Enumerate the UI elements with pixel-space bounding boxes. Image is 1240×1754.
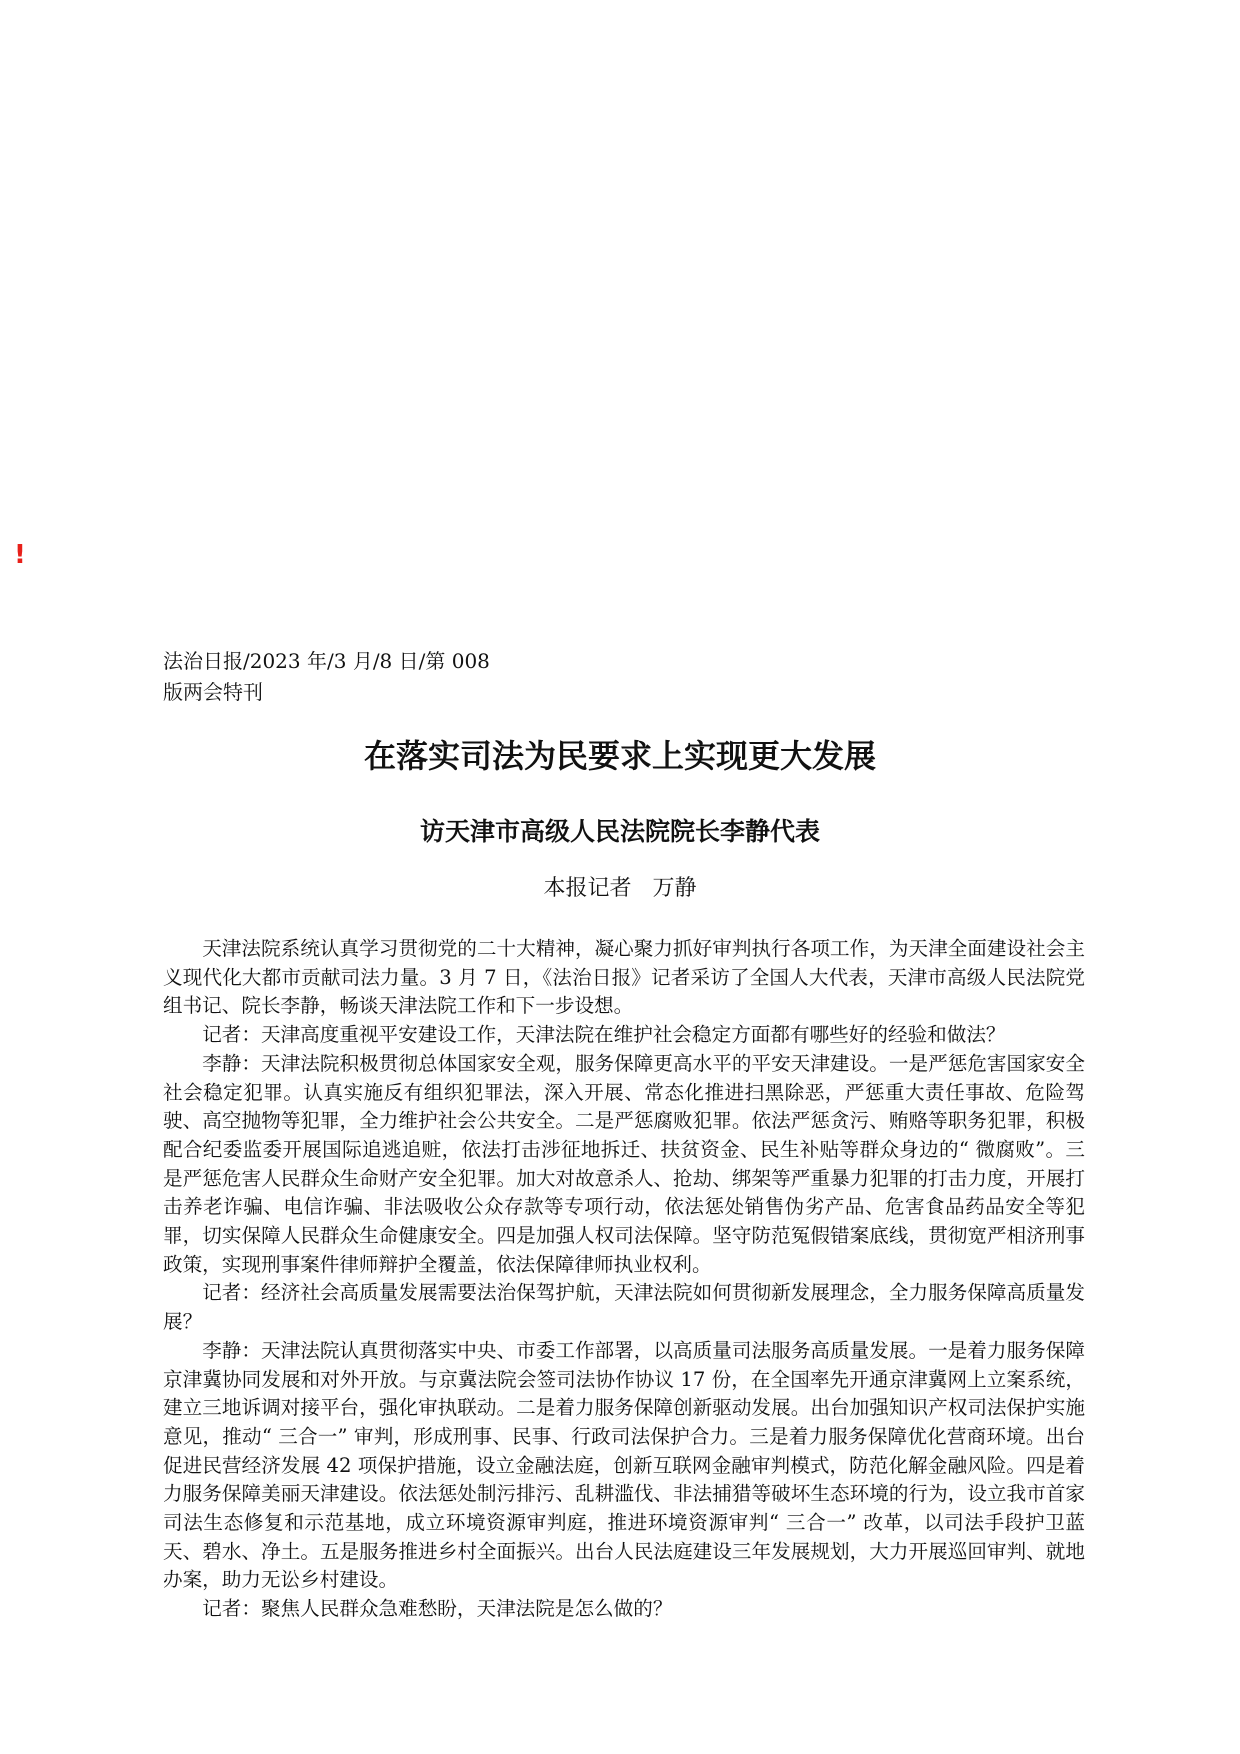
- paragraph: 天津法院系统认真学习贯彻党的二十大精神，凝心聚力抓好审判执行各项工作，为天津全面建设社会主义现代化大都市贡献司法力量。3 月 7 日，《法治日报》记者采访了全国人大代表，天津市高级人民法院党组书记、院长李静，畅谈天津法院工作和下一步设想。: [163, 937, 1085, 1018]
- source-line: [163, 646, 583, 708]
- paragraph: 记者：聚焦人民群众急难愁盼，天津法院是怎么做的？: [202, 1597, 673, 1621]
- byline: 本报记者 万静: [543, 876, 697, 901]
- paragraph: 李静：天津法院积极贯彻总体国家安全观，服务保障更高水平的平安天津建设。一是严惩危害国家安全社会稳定犯罪。认真实施反有组织犯罪法，深入开展、常态化推进扫黑除恶，严惩重大责任事故、危险驾驶、高空抛物等犯罪，全力维护社会公共安全。二是严惩腐败犯罪。依法严惩贪污、贿赂等职务犯罪，积极配合纪委监委开展国际追逃追赃，依法打击涉征地拆迁、扶贫资金、民生补贴等群众身边的“ 微腐败”。三是严惩危害人民群众生命财产安全犯罪。加大对故意杀人、抢劫、绑架等严重暴力犯罪的打击力度，开展打击养老诈骗、电信诈骗、非法吸收公众存款等专项行动，依法惩处销售伪劣产品、危害食品药品安全等犯罪，切实保障人民群众生命健康安全。四是加强人权司法保障。坚守防范冤假错案底线，贯彻宽严相济刑事政策，实现刑事案件律师辩护全覆盖，依法保障律师执业权利。: [163, 1051, 1085, 1276]
- article-subtitle: 访天津市高级人民法院院长李静代表: [419, 817, 820, 846]
- source-line-2: 版两会特刊: [163, 680, 263, 704]
- paragraph: 李静：天津法院认真贯彻落实中央、市委工作部署，以高质量司法服务高质量发展。一是着力服务保障京津冀协同发展和对外开放。与京冀法院会签司法协作协议 17 份，在全国率先开通京津冀网上立案系统，建立三地诉调对接平台，强化审执联动。二是着力服务保障创新驱动发展。出台加强知识产权司法保护实施意见，推动“ 三合一” 审判，形成刑事、民事、行政司法保护合力。三是着力服务保障优化营商环境。出台促进民营经济发展 42 项保护措施，设立金融法庭，创新互联网金融审判模式，防范化解金融风险。四是着力服务保障美丽天津建设。依法惩处制污排污、乱耕滥伐、非法捕猎等破坏生态环境的行为，设立我市首家司法生态修复和示范基地，成立环境资源审判庭，推进环境资源审判“ 三合一” 改革，以司法手段护卫蓝天、碧水、净土。五是服务推进乡村全面振兴。出台人民法庭建设三年发展规划，大力开展巡回审判、就地办案，助力无讼乡村建设。: [163, 1338, 1085, 1592]
- red-exclamation-mark: !: [14, 540, 26, 570]
- paragraph: 记者：经济社会高质量发展需要法治保驾护航，天津法院如何贯彻新发展理念，全力服务保障高质量发展？: [163, 1281, 1085, 1334]
- article-body: [163, 935, 1085, 1624]
- article-title: 在落实司法为民要求上实现更大发展: [363, 737, 876, 775]
- paragraph: 记者：天津高度重视平安建设工作，天津法院在维护社会稳定方面都有哪些好的经验和做法？: [202, 1023, 1006, 1047]
- source-line-1: 法治日报/2023 年/3 月/8 日/第 008: [163, 649, 490, 673]
